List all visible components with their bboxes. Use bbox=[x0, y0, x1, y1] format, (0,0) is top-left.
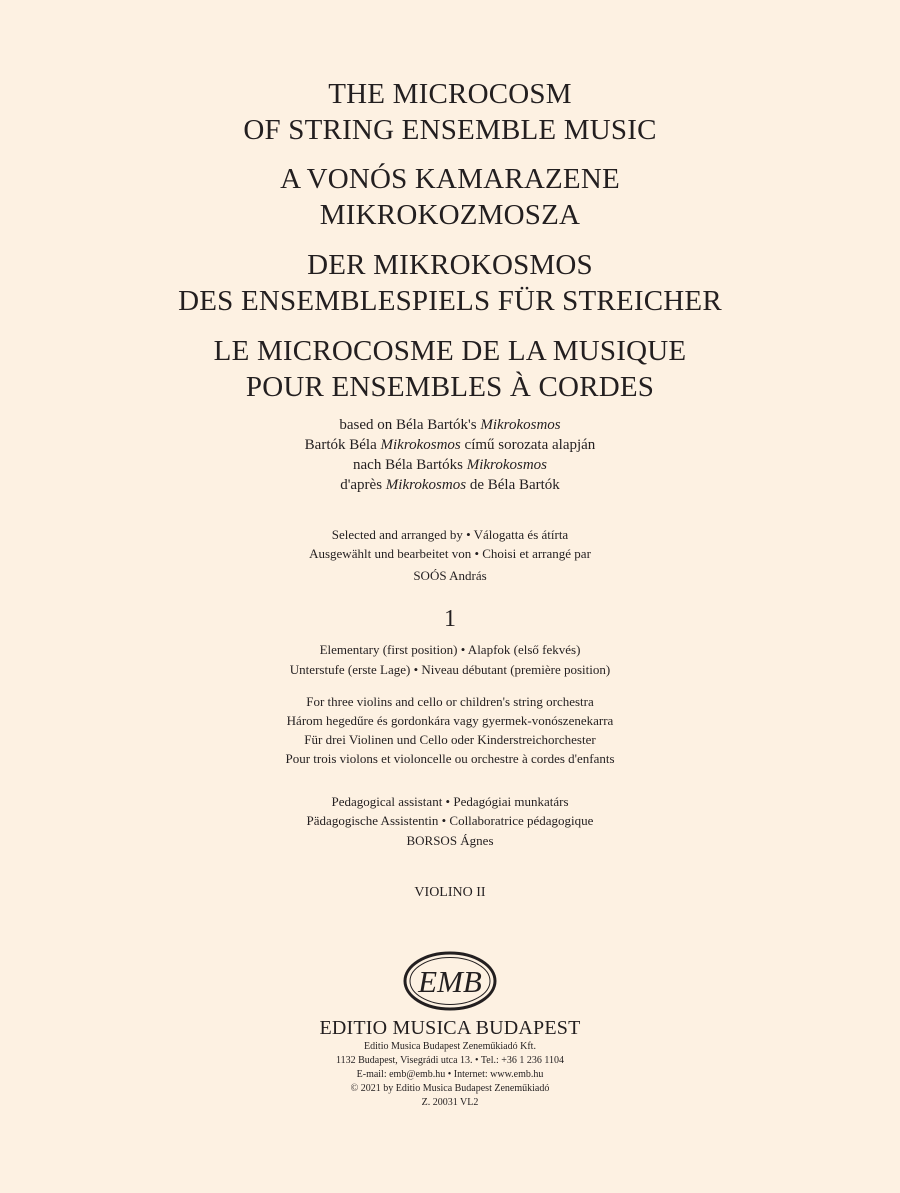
instrumentation-block bbox=[0, 695, 900, 765]
title-german bbox=[0, 251, 900, 316]
based-on-line bbox=[0, 458, 900, 473]
publisher-line: Editio Musica Budapest Zeneműkiadó Kft. bbox=[364, 1041, 536, 1052]
based-on-text: című sorozata alapján bbox=[460, 437, 596, 453]
based-on-text: de Béla Bartók bbox=[466, 477, 560, 493]
title-line: DES ENSEMBLESPIELS FÜR STREICHER bbox=[178, 285, 722, 317]
based-on-text: d'après bbox=[340, 477, 386, 493]
based-on-line bbox=[0, 478, 900, 493]
instrumentation-line: Három hegedűre és gordonkára vagy gyermek-vonószenekarra bbox=[286, 713, 614, 728]
publisher-address: 1132 Budapest, Visegrádi utca 13. • Tel.: +36 1 236 1104 bbox=[335, 1055, 565, 1066]
title-line: LE MICROCOSME DE LA MUSIQUE bbox=[213, 335, 687, 367]
arranger-block bbox=[0, 528, 900, 582]
arranger-caption: Selected and arranged by • Válogatta és átírta bbox=[331, 527, 569, 542]
pedagogical-block bbox=[0, 795, 900, 847]
work-title: Mikrokosmos bbox=[380, 437, 461, 453]
based-on-text: nach Béla Bartóks bbox=[353, 457, 467, 473]
title-line: A VONÓS KAMARAZENE bbox=[280, 163, 620, 195]
work-title: Mikrokosmos bbox=[466, 457, 547, 473]
emb-logo-mark bbox=[402, 950, 498, 1012]
instrumentation-line: Für drei Violinen und Cello oder Kinderstreichorchester bbox=[304, 732, 596, 747]
title-line: DER MIKROKOSMOS bbox=[307, 249, 593, 281]
copyright-notice: © 2021 by Editio Musica Budapest Zeneműkiadó bbox=[350, 1083, 550, 1094]
based-on-block bbox=[0, 418, 900, 493]
instrumentation-line: Pour trois violons et violoncelle ou orchestre à cordes d'enfants bbox=[285, 751, 615, 766]
title-hungarian bbox=[0, 165, 900, 230]
arranger-caption: Ausgewählt und bearbeitet von • Choisi et arrangé par bbox=[309, 546, 591, 561]
catalog-number: Z. 20031 VL2 bbox=[421, 1097, 479, 1108]
level-block bbox=[0, 643, 900, 676]
volume-number: 1 bbox=[444, 606, 456, 632]
pedagogical-caption: Pädagogische Assistentin • Collaboratrice pédagogique bbox=[306, 813, 594, 828]
instrumentation-line: For three violins and cello or children's string orchestra bbox=[306, 694, 594, 709]
work-title: Mikrokosmos bbox=[480, 417, 561, 433]
title-line: OF STRING ENSEMBLE MUSIC bbox=[243, 114, 657, 146]
based-on-line bbox=[0, 438, 900, 453]
arranger-name: SOÓS András bbox=[413, 568, 487, 583]
title-line: THE MICROCOSM bbox=[328, 78, 572, 110]
title-french bbox=[0, 337, 900, 402]
emb-logo bbox=[0, 950, 900, 1014]
publisher-name: EDITIO MUSICA BUDAPEST bbox=[319, 1017, 581, 1039]
pedagogical-caption: Pedagogical assistant • Pedagógiai munkatárs bbox=[331, 794, 569, 809]
title-line: POUR ENSEMBLES À CORDES bbox=[245, 371, 655, 403]
based-on-text: Bartók Béla bbox=[304, 437, 381, 453]
logo-text: EMB bbox=[418, 964, 482, 999]
part-name: VIOLINO II bbox=[414, 885, 486, 900]
level-line: Unterstufe (erste Lage) • Niveau débutant (première position) bbox=[289, 662, 611, 677]
title-line: MIKROKOZMOSZA bbox=[319, 199, 581, 231]
work-title: Mikrokosmos bbox=[385, 477, 467, 493]
title-english bbox=[0, 80, 900, 145]
pedagogical-name: BORSOS Ágnes bbox=[406, 833, 494, 848]
based-on-line bbox=[0, 418, 900, 433]
publisher-details bbox=[0, 1042, 900, 1108]
based-on-text: based on Béla Bartók's bbox=[339, 417, 481, 433]
level-line: Elementary (first position) • Alapfok (első fekvés) bbox=[319, 642, 581, 657]
publisher-contact: E-mail: emb@emb.hu • Internet: www.emb.hu bbox=[356, 1069, 544, 1080]
